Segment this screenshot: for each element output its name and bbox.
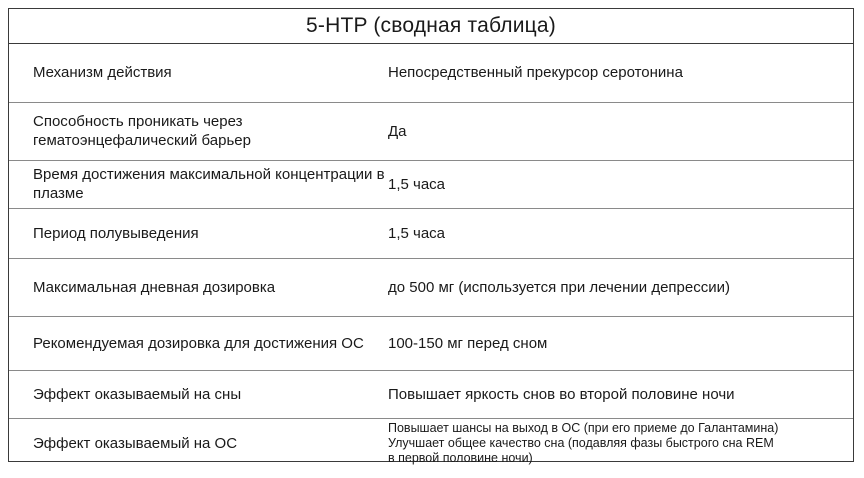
row-label: Период полувыведения [9, 208, 385, 258]
value-line: Улучшает общее качество сна (подавляя фазы быстрого сна REM [388, 435, 774, 450]
row-label: Механизм действия [33, 64, 172, 82]
row-label: Способность проникать через гематоэнцефалический барьер [9, 102, 385, 160]
value-line: Повышает шансы на выход в ОС (при его приеме до Галантамина) [388, 420, 779, 435]
row-label: Эффект оказываемый на сны [9, 370, 385, 418]
table-row [9, 418, 853, 468]
table-row [9, 44, 853, 102]
row-value: 1,5 часа [385, 208, 853, 258]
table-row [9, 370, 853, 418]
table-row [9, 258, 853, 316]
table-row [9, 102, 853, 160]
table-row [9, 208, 853, 258]
row-value: до 500 мг (используется при лечении депрессии) [385, 258, 853, 316]
row-value: Да [385, 102, 853, 160]
table-row [9, 160, 853, 208]
row-label: Время достижения максимальной концентрации в плазме [9, 160, 385, 208]
row-value-multiline [385, 418, 853, 468]
value-line: в первой половине ночи) [388, 450, 533, 465]
summary-table [8, 8, 854, 465]
row-value: 1,5 часа [385, 160, 853, 208]
row-value: Непосредственный прекурсор серотонина [388, 64, 683, 82]
table-title: 5-HTP (сводная таблица) [9, 9, 853, 44]
row-label: Рекомендуемая дозировка для достижения ОС [9, 316, 385, 370]
row-label: Эффект оказываемый на ОС [9, 418, 385, 468]
row-value: Повышает яркость снов во второй половине ночи [385, 370, 853, 418]
table-body [9, 44, 853, 468]
row-value: 100-150 мг перед сном [385, 316, 853, 370]
table-row [9, 316, 853, 370]
row-label: Максимальная дневная дозировка [9, 258, 385, 316]
